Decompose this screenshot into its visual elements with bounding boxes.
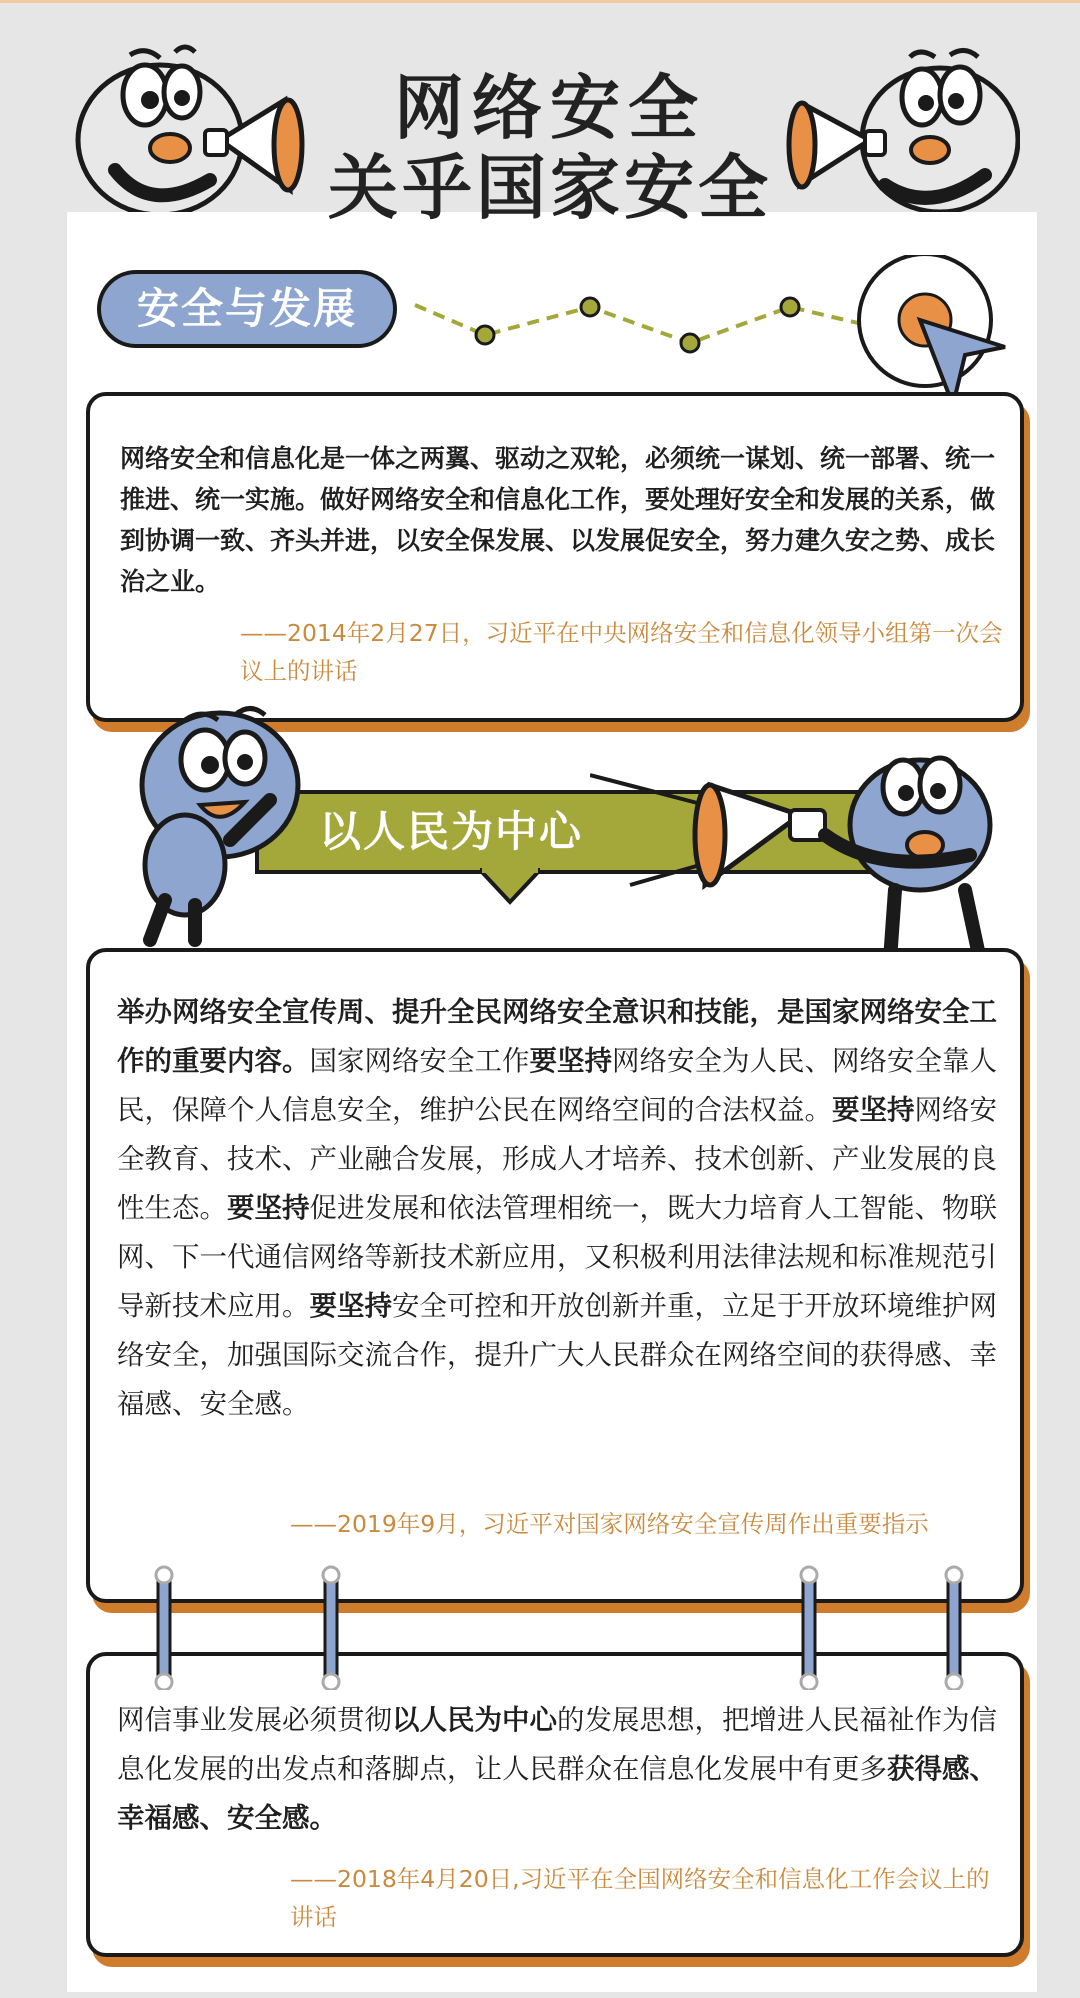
section-label-security-development: 安全与发展 — [97, 270, 397, 348]
quote-3-source: ——2018年4月20日,习近平在全国网络安全和信息化工作会议上的讲话 — [290, 1865, 990, 1931]
page-title-line2: 关乎国家安全 — [328, 147, 772, 229]
quote-3-seg: 的发展思想，把增进人民福祉作为信息化发展的出发点和落脚点，让人民群众在信息化发展中有更多 — [117, 1704, 997, 1785]
quote-2-source: ——2019年9月，习近平对国家网络安全宣传周作出重要指示 — [290, 1510, 929, 1538]
quote-2-emphasis: 要坚持 — [309, 1290, 392, 1322]
quote-2-seg: 网络安全教育、技术、产业融合发展，形成人才培养、技术创新、产业发展的良性生态。 — [117, 1094, 997, 1224]
page-title-line1: 网络安全 — [394, 67, 706, 149]
quote-3-text — [117, 1696, 1002, 1843]
quote-2-lead: 举办网络安全宣传周、提升全民网络安全意识和技能，是国家网络安全工作的重要内容。 — [117, 996, 997, 1077]
left-megaphone-mascot — [70, 30, 330, 220]
quote-3-emphasis: 以人民为中心 — [392, 1704, 557, 1736]
quote-2-seg: 促进发展和依法管理相统一，既大力培育人工智能、物联网、下一代通信网络等新技术新应用，又积极利用法律法规和标准规范引导新技术应用。 — [117, 1192, 997, 1322]
quote-1-source: ——2014年2月27日，习近平在中央网络安全和信息化领导小组第一次会议上的讲话 — [240, 619, 1003, 685]
quote-2-text — [117, 988, 1002, 1429]
right-megaphone-mascot — [770, 35, 1020, 225]
quote-2-emphasis: 要坚持 — [227, 1192, 310, 1224]
quote-2-seg: 安全可控和开放创新并重，立足于开放环境维护网络安全，加强国际交流合作，提升广大人民群众在网络空间的获得感、幸福感、安全感。 — [117, 1290, 997, 1420]
blue-mascot-left — [110, 690, 310, 950]
blue-mascot-right-megaphone — [590, 745, 1030, 965]
top-border — [0, 0, 1080, 3]
quote-1-text: 网络安全和信息化是一体之两翼、驱动之双轮，必须统一谋划、统一部署、统一推进、统一实施。做好网络安全和信息化工作，要处理好安全和发展的关系，做到协调一致、齐头并进，以安全保发展、以发展促安全，努力建久安之势、成长治之业。 — [120, 444, 996, 596]
dotted-path-decoration — [405, 255, 1025, 415]
quote-2-emphasis: 要坚持 — [529, 1045, 612, 1077]
quote-2-emphasis: 要坚持 — [832, 1094, 915, 1126]
quote-3-seg: 网信事业发展必须贯彻 — [117, 1704, 392, 1736]
quote-2-seg: 网络安全为人民、网络安全靠人民，保障个人信息安全，维护公民在网络空间的合法权益。 — [117, 1045, 997, 1126]
banner-pointer — [480, 868, 540, 908]
quote-3-emphasis: 获得感、幸福感、安全感。 — [117, 1753, 997, 1834]
quote-2-seg: 国家网络安全工作 — [309, 1045, 530, 1077]
section-label-people-centered: 以人民为中心 — [255, 790, 895, 874]
binder-rings — [140, 1565, 980, 1690]
